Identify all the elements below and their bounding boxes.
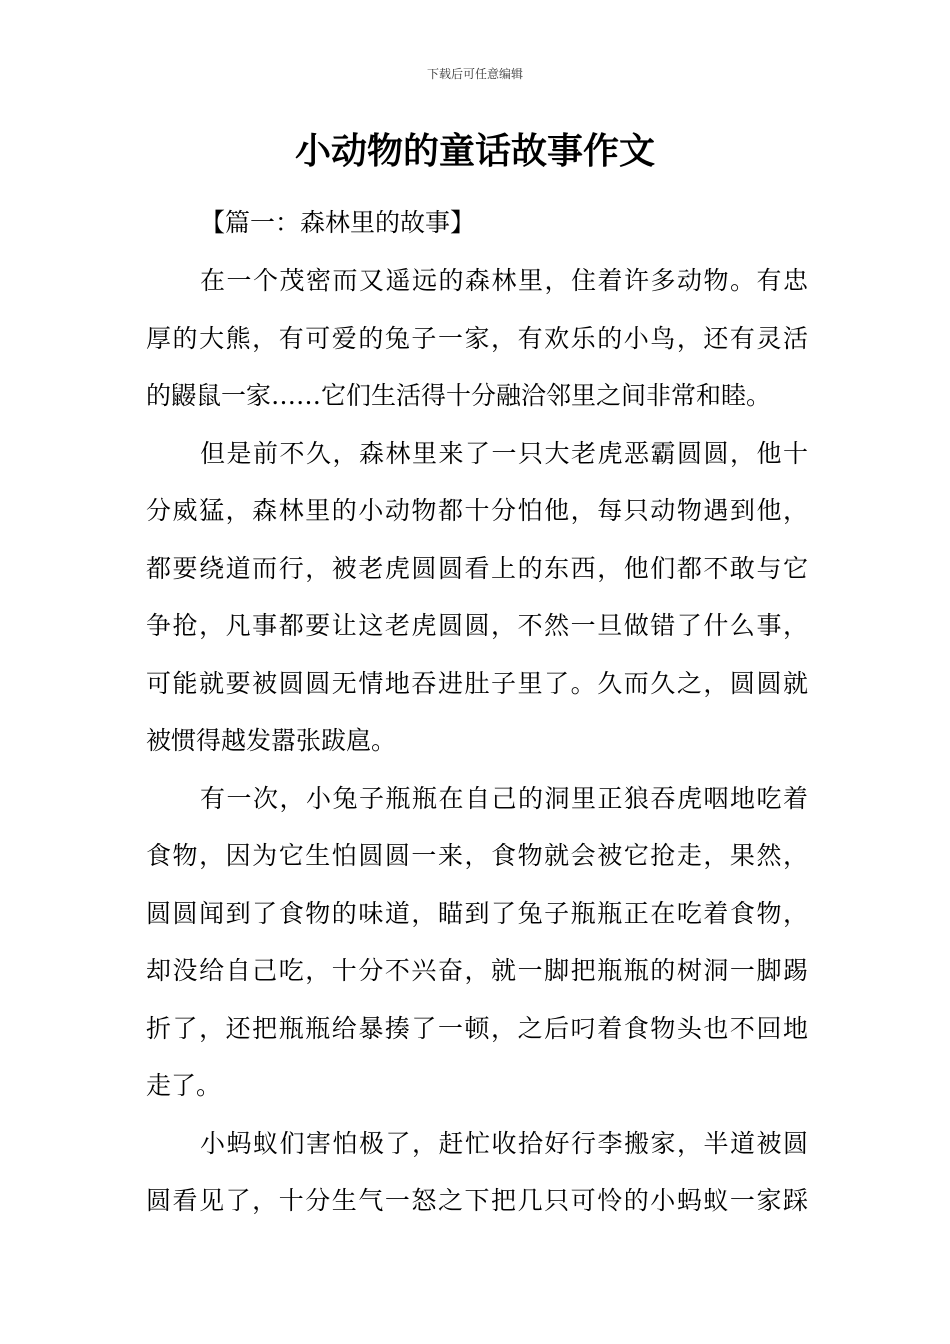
paragraph-line: 的鼹鼠一家……它们生活得十分融洽邻里之间非常和睦。 (146, 381, 772, 410)
paragraph (146, 425, 808, 770)
paragraph-line: 厚的大熊，有可爱的兔子一家，有欢乐的小鸟，还有灵活 (146, 323, 808, 353)
document-body (146, 194, 808, 1230)
paragraph-line: 都要绕道而行，被老虎圆圆看上的东西，他们都不敢与它 (146, 553, 808, 583)
paragraph-line: 圆圆闻到了食物的味道，瞄到了兔子瓶瓶正在吃着食物， (146, 898, 808, 928)
paragraph-line: 走了。 (146, 1071, 222, 1100)
paragraph-line: 食物，因为它生怕圆圆一来，食物就会被它抢走，果然， (146, 841, 808, 870)
paragraph-line: 被惯得越发嚣张跋扈。 (146, 726, 397, 755)
paragraph-line: 小蚂蚁们害怕极了，赶忙收拾好行李搬家，半道被圆 (200, 1128, 808, 1158)
paragraph-line: 可能就要被圆圆无情地吞进肚子里了。久而久之，圆圆就 (146, 668, 808, 698)
paragraph (146, 1115, 808, 1230)
paragraph (146, 252, 808, 425)
paragraph-line: 争抢，凡事都要让这老虎圆圆，不然一旦做错了什么事， (146, 611, 808, 640)
paragraph-line: 分威猛，森林里的小动物都十分怕他，每只动物遇到他， (146, 496, 808, 525)
paragraph-line: 在一个茂密而又遥远的森林里，住着许多动物。有忠 (200, 266, 808, 295)
paragraph-line: 有一次，小兔子瓶瓶在自己的洞里正狼吞虎咽地吃着 (200, 783, 808, 813)
header-note: 下载后可任意编辑 (426, 67, 523, 81)
section-heading: 【篇一：森林里的故事】 (200, 208, 476, 237)
paragraph-line: 却没给自己吃，十分不兴奋，就一脚把瓶瓶的树洞一脚踢 (146, 956, 808, 985)
document-title: 小动物的童话故事作文 (294, 131, 655, 172)
paragraph-line: 但是前不久，森林里来了一只大老虎恶霸圆圆，他十 (200, 438, 808, 468)
paragraph-line: 折了，还把瓶瓶给暴揍了一顿，之后叼着食物头也不回地 (146, 1013, 808, 1043)
paragraph (146, 770, 808, 1115)
paragraph-line: 圆看见了，十分生气一怒之下把几只可怜的小蚂蚁一家踩 (146, 1186, 808, 1215)
